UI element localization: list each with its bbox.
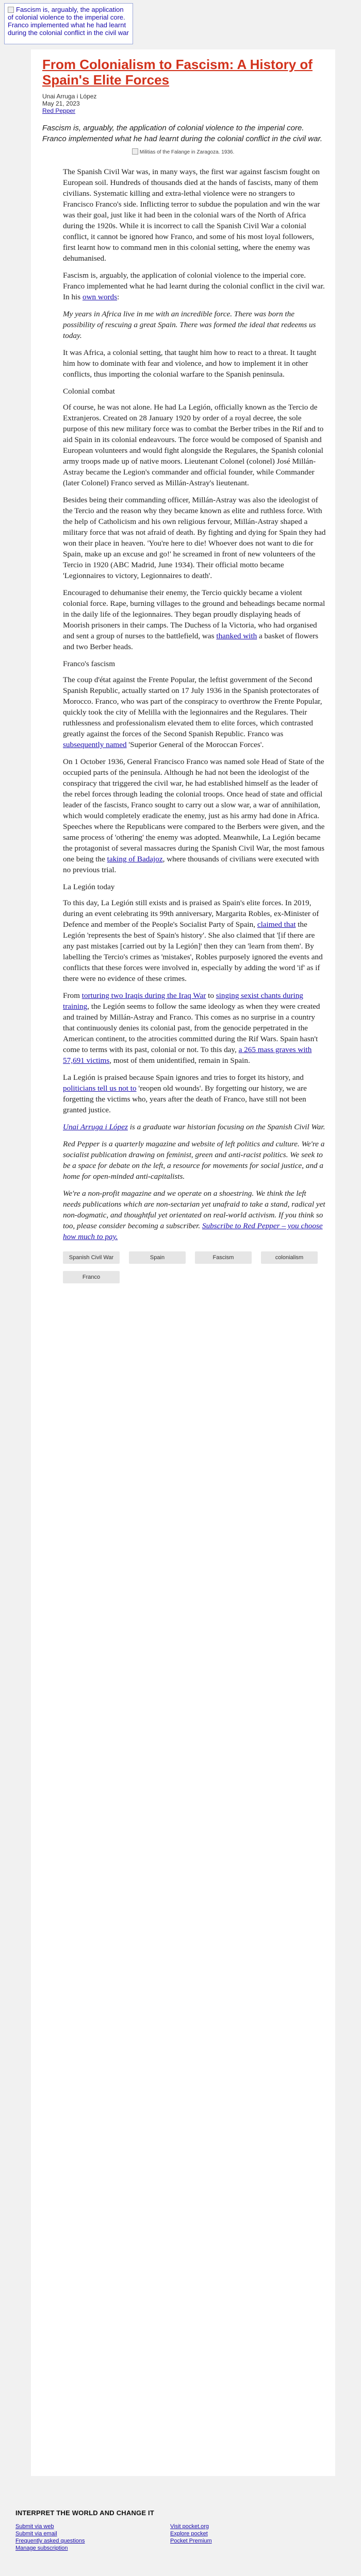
paragraph-text: La Legión is praised because Spain ignores and tries to forget its history, and [63,1073,304,1082]
paragraph-text: the Legión 'represents the best of Spain's history'. She also claimed that '[if there are any past mistakes [carried out by la Legión]' then they can 'learn from them'. By labelling the Tercio's crimes as 'mistakes', Robles purposely ignored the events and conflicts that these forces were involved in, especially by adding the word 'if' as if there were no evidence of these crimes. [63,920,323,983]
paragraph-text: , where thousands of civilians were executed with no previous trial. [63,855,319,874]
author-bio [63,1122,326,1132]
section-heading: La Legión today [63,883,115,891]
article-card [31,49,335,2476]
paragraph-text: From [63,991,82,1000]
paragraph [63,897,326,984]
broken-image-icon [8,7,14,13]
article-meta [42,93,324,114]
paragraph-text: Encouraged to dehumanise their enemy, the Tercio quickly became a violent colonial force. Rape, burning villages to the ground and beheadings became normal in the daily life of the legionnaires. They began proudly displaying heads of Moorish prisoners in their camps. The Duchess of la Victoria, who had organised and sent a group of nurses to the battlefield, was [63,588,325,640]
mass-graves-link[interactable]: a 265 mass graves with 57,691 victims [63,1045,312,1065]
article-author: Unai Arruga i López [42,93,97,100]
submit-web-link[interactable]: Submit via web [15,2523,54,2530]
manage-subscription-link[interactable]: Manage subscription [15,2545,68,2551]
paragraph-text: 'Superior General of the Moroccan Forces'. [126,740,264,749]
footer-heading: INTERPRET THE WORLD AND CHANGE IT [15,2509,154,2517]
footer [0,2509,361,2566]
hero-image-caption: Militias of the Falange in Zaragoza. 1936. [139,149,235,155]
subscribe-link[interactable]: Subscribe to Red Pepper – you choose how much to pay. [63,1222,323,1241]
block-quote: My years in Africa live in me with an incredible force. There was born the possibility of rescuing a great Spain. There was formed the ideal that redeems us today. [63,310,316,340]
header-logo-image[interactable] [4,3,133,44]
paragraph: The Spanish Civil War was, in many ways, the first war against fascism fought on European soil. Hundreds of thousands died at the hands of fascists, many of them civilians. Systematic killing and extra-lethal violence were no strangers to Francisco Franco's side. Inflicting terror to subdue the population and win the war was their goal, just like it had been in the colonial wars of the North of Africa during the 1920s. While it is incorrect to call the Spanish Civil War a colonial conflict, it cannot be ignored how Franco, and some of his most loyal followers, first learnt how to command men in this colonial setting, where the enemy was dehumanised. [63,167,320,263]
footer-left-column [15,2523,170,2552]
paragraph: It was Africa, a colonial setting, that taught him how to react to a threat. It taught him how to dominate with fear and violence, and how to implement it in other conflicts, thus importing the colonial warfare to the Spanish peninsula. [63,348,317,379]
paragraph [63,587,326,652]
paragraph-text: : [117,293,120,301]
paragraph [63,990,326,1066]
pocket-premium-link[interactable]: Pocket Premium [170,2538,212,2544]
paragraph-text: The coup d'état against the Frente Popular, the leftist government of the Second Spanish Republic, actually started on 17 July 1936 in the Spanish protectorates of Morocco. Franco, who was part of the conspiracy to overthrow the Frente Popular, quickly took the city of Melilla with the legionnaires and the Regulares. Their ruthlessness and professionalism elevated them to elite forces, which contrasted greatly against the forces of the Second Spanish Republic. Franco was [63,675,322,738]
taking-of-badajoz-link[interactable]: taking of Badajoz [107,855,163,863]
paragraph: Besides being their commanding officer, Millán-Astray was also the ideologist of the Tercio and the reason why they became known as elite and ruthless force. With the help of Catholicism and his own religious fervour, Millán-Astray shaped a military force that was not afraid of death. By fighting and dying for Spain they had won their place in heaven. 'You're here to die! Whoever does not want to die for Spain, make up an excuse and go!' he screamed in front of new volunteers of the Tercio in 1920 (ABC Madrid, June 1934). Their official motto became 'Legionnaires to victory, Legionnaires to death'. [63,496,326,580]
politicians-link[interactable]: politicians tell us not to [63,1084,137,1093]
author-link[interactable]: Unai Arruga i López [63,1123,128,1131]
tag-list [63,1251,326,1283]
paragraph [63,756,326,875]
paragraph-text: To this day, La Legión still exists and is praised as Spain's elite forces. In 2019, during an event celebrating its 99th anniversary, Margarita Robles, ex-Minister of Defence and member of the People's Socialist Party of Spain, [63,899,319,929]
hero-image [42,148,324,155]
article-lede: Fascism is, arguably, the application of colonial violence to the imperial core. Franco implemented what he had learnt during the colonial conflict in the civil war. [42,124,323,143]
promo-paragraph: Red Pepper is a quarterly magazine and website of left politics and culture. We're a socialist publication drawing on feminist, green and anti-racist politics. We seek to be a space for debate on the left, a resource for movements for social justice, and a home for open-minded anti-capitalists. [63,1140,325,1181]
promo-text: We're a non-profit magazine and we operate on a shoestring. We think the left needs publications which are non-sectarian yet unafraid to take a stand, radical yet non-dogmatic, and thoughtful yet orientated on real-world activism. If you think so too, please consider becoming a subscriber. [63,1189,325,1230]
faq-link[interactable]: Frequently asked questions [15,2538,85,2544]
subsequently-named-link[interactable]: subsequently named [63,740,127,749]
paragraph [63,1072,326,1115]
visit-pocket-link[interactable]: Visit pocket.org [170,2523,209,2530]
explore-pocket-link[interactable]: Explore pocket [170,2531,208,2537]
paragraph [63,674,326,750]
paragraph-text: On 1 October 1936, General Francisco Franco was named sole Head of State of the occupied parts of the peninsula. Although he had not been the ideologist of the conspiracy that triggered the civil war, he had established himself as the leader of the rebel forces through leading the colonial troops. Once head of state and official leader of the fascists, Franco sought to carry out a slow war, a war of annihilation, which would completely eradicate the enemy, just as his army had done in Africa. Speeches where the Republicans were compared to the Berbers were given, and the same process of 'othering' the enemy was adopted. Meanwhile, La Legión became the protagonist of several massacres during the Spanish Civil War, the most famous one being the [63,757,325,863]
header-logo-alt-text: Fascism is, arguably, the application of colonial violence to the imperial core. Franco implemented what he had learnt during the colonial conflict in the civil war [8,6,129,37]
article-date: May 21, 2023 [42,100,80,107]
own-words-link[interactable]: own words [82,293,118,301]
tag-spain[interactable]: Spain [129,1251,186,1264]
paragraph-text: , most of them unidentified, remain in Spain. [109,1056,250,1065]
footer-columns [15,2523,325,2552]
tag-franco[interactable]: Franco [63,1271,120,1283]
footer-right-column [170,2523,325,2552]
publication-link[interactable]: Red Pepper [42,107,76,114]
section-heading: Franco's fascism [63,659,116,668]
tag-spanish-civil-war[interactable]: Spanish Civil War [63,1251,120,1264]
paragraph-text: a basket of flowers and two Berber heads. [63,632,319,651]
paragraph-text: 'reopen old wounds'. By forgetting our history, we are forgetting the victims who, years after the death of Franco, have still not been granted justice. [63,1084,307,1114]
paragraph-text: , the Legión seems to follow the same ideology as when they were created and trained by Millán-Astray and Franco. This comes as no surprise in a country that continuously denies its colonial past, from the genocide perpetrated in the American continent, to the atrocities committed during the Rif Wars. Spain hasn't come to terms with its past, colonial or not. To this day, [63,1002,320,1054]
paragraph-text: to [206,991,216,1000]
promo-paragraph [63,1188,326,1242]
paragraph: Of course, he was not alone. He had La Legión, officially known as the Tercio de Extranjeros. Created on 28 January 1920 by order of a royal decree, the sole purpose of this new military force was to combat the Berber tribes in the Rif and to aid Spain in its colonial endeavours. The force would be composed of Spanish and European volunteers and would fight alongside the Regulares, the Spanish colonial army troops made up of native moors. Lieutenant Colonel (colonel) José Millán-Astray became the Legion's commander and official founder, while Commander (later Colonel) Franco served as Millán-Astray's lieutenant. [63,403,324,487]
section-heading: Colonial combat [63,387,115,396]
paragraph-text: Fascism is, arguably, the application of colonial violence to the imperial core. Franco implemented what he had learnt during the colonial conflict in the civil war. In his [63,271,325,301]
article-body [63,166,326,1242]
submit-email-link[interactable]: Submit via email [15,2531,57,2537]
sexist-chants-link[interactable]: singing sexist chants during training [63,991,303,1011]
image-placeholder-icon [132,148,138,155]
iraq-war-link[interactable]: torturing two Iraqis during the Iraq War [81,991,206,1000]
claimed-that-link[interactable]: claimed that [257,920,296,929]
paragraph [63,270,326,302]
tag-colonialism[interactable]: colonialism [261,1251,318,1264]
article-title[interactable]: From Colonialism to Fascism: A History of Spain's Elite Forces [42,57,313,88]
tag-fascism[interactable]: Fascism [195,1251,252,1264]
thanked-with-link[interactable]: thanked with [216,632,257,640]
bio-text: is a graduate war historian focusing on the Spanish Civil War. [127,1123,325,1131]
